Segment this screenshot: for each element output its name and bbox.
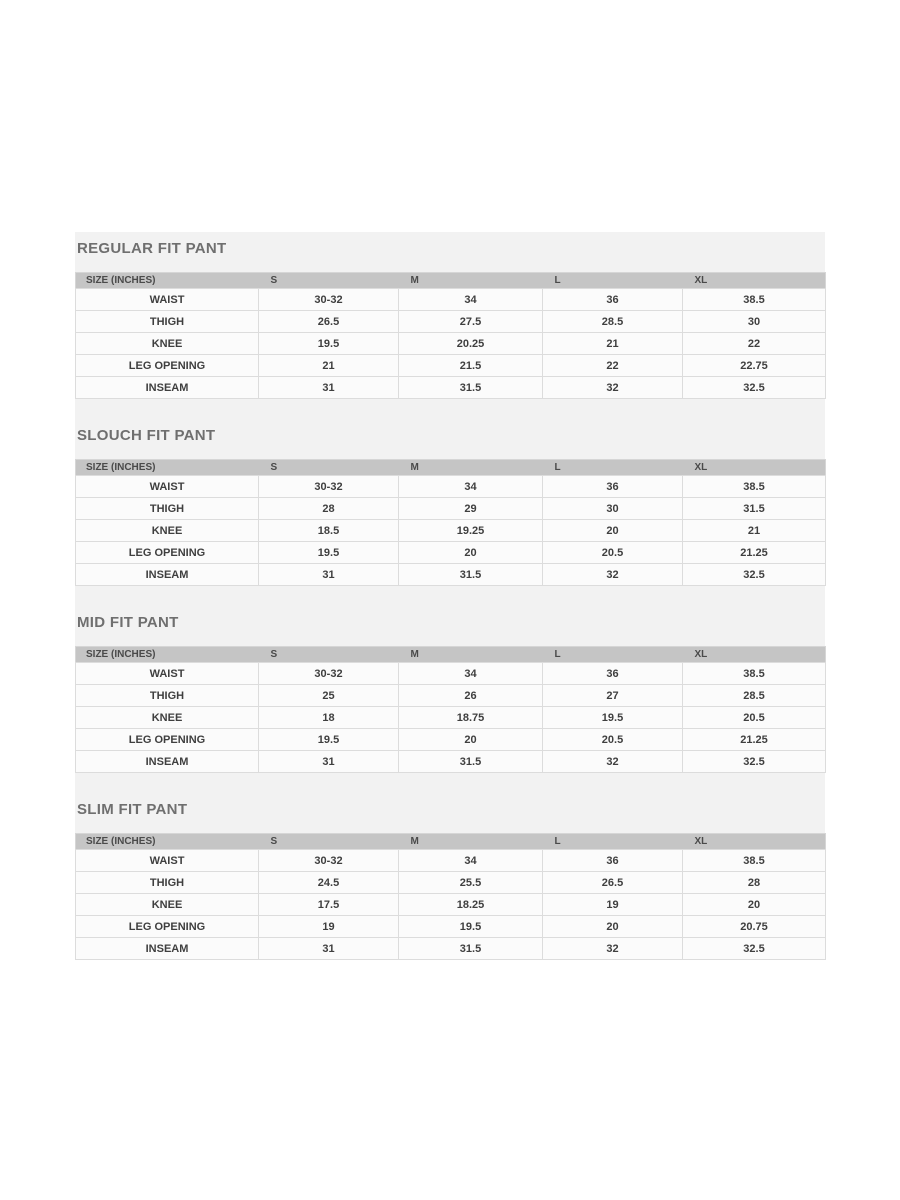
cell-value: 31.5 — [399, 564, 543, 586]
size-charts-panel — [75, 232, 825, 960]
cell-value: 20 — [683, 894, 826, 916]
cell-value: 22.75 — [683, 355, 826, 377]
cell-value: 30-32 — [259, 476, 399, 498]
cell-value: 31 — [259, 564, 399, 586]
cell-value: 22 — [543, 355, 683, 377]
cell-value: 20.5 — [683, 707, 826, 729]
row-label: LEG OPENING — [76, 916, 259, 938]
size-column-header: SIZE (INCHES) — [76, 647, 259, 663]
cell-value: 20.5 — [543, 542, 683, 564]
row-label: KNEE — [76, 333, 259, 355]
cell-value: 32 — [543, 377, 683, 399]
size-chart-title: MID FIT PANT — [77, 614, 179, 631]
row-label: INSEAM — [76, 377, 259, 399]
cell-value: 36 — [543, 476, 683, 498]
cell-value: 19.25 — [399, 520, 543, 542]
cell-value: 31 — [259, 377, 399, 399]
cell-value: 34 — [399, 850, 543, 872]
size-column-header-s: S — [259, 834, 399, 850]
table-row — [76, 663, 826, 685]
cell-value: 31.5 — [399, 751, 543, 773]
cell-value: 28 — [259, 498, 399, 520]
cell-value: 18.25 — [399, 894, 543, 916]
cell-value: 27 — [543, 685, 683, 707]
table-row — [76, 872, 826, 894]
cell-value: 36 — [543, 850, 683, 872]
cell-value: 20.5 — [543, 729, 683, 751]
row-label: INSEAM — [76, 564, 259, 586]
row-label: THIGH — [76, 498, 259, 520]
cell-value: 29 — [399, 498, 543, 520]
cell-value: 20 — [543, 520, 683, 542]
table-row — [76, 542, 826, 564]
row-label: THIGH — [76, 685, 259, 707]
cell-value: 32.5 — [683, 751, 826, 773]
table-row — [76, 850, 826, 872]
cell-value: 19.5 — [259, 542, 399, 564]
cell-value: 21.25 — [683, 542, 826, 564]
size-column-header-l: L — [543, 273, 683, 289]
cell-value: 25.5 — [399, 872, 543, 894]
row-label: WAIST — [76, 850, 259, 872]
row-label: KNEE — [76, 520, 259, 542]
row-label: THIGH — [76, 872, 259, 894]
size-column-header: SIZE (INCHES) — [76, 460, 259, 476]
table-row — [76, 311, 826, 333]
cell-value: 30 — [543, 498, 683, 520]
size-column-header-l: L — [543, 834, 683, 850]
cell-value: 26 — [399, 685, 543, 707]
table-row — [76, 707, 826, 729]
cell-value: 38.5 — [683, 289, 826, 311]
header-row — [76, 273, 826, 289]
cell-value: 34 — [399, 476, 543, 498]
size-column-header-s: S — [259, 273, 399, 289]
row-label: INSEAM — [76, 938, 259, 960]
size-chart-table — [75, 833, 826, 960]
cell-value: 28.5 — [543, 311, 683, 333]
table-row — [76, 916, 826, 938]
cell-value: 32.5 — [683, 938, 826, 960]
cell-value: 18 — [259, 707, 399, 729]
cell-value: 19 — [259, 916, 399, 938]
size-column-header-xl: XL — [683, 273, 826, 289]
cell-value: 31.5 — [399, 938, 543, 960]
cell-value: 26.5 — [543, 872, 683, 894]
table-row — [76, 564, 826, 586]
cell-value: 30-32 — [259, 663, 399, 685]
cell-value: 31 — [259, 938, 399, 960]
cell-value: 38.5 — [683, 850, 826, 872]
cell-value: 26.5 — [259, 311, 399, 333]
table-row — [76, 685, 826, 707]
cell-value: 21.5 — [399, 355, 543, 377]
cell-value: 38.5 — [683, 476, 826, 498]
cell-value: 27.5 — [399, 311, 543, 333]
size-column-header-xl: XL — [683, 647, 826, 663]
cell-value: 20 — [543, 916, 683, 938]
cell-value: 20 — [399, 542, 543, 564]
cell-value: 20.75 — [683, 916, 826, 938]
row-label: THIGH — [76, 311, 259, 333]
size-column-header: SIZE (INCHES) — [76, 273, 259, 289]
size-chart-section — [75, 615, 825, 773]
size-column-header-l: L — [543, 647, 683, 663]
cell-value: 18.5 — [259, 520, 399, 542]
cell-value: 30 — [683, 311, 826, 333]
size-chart-title: SLIM FIT PANT — [77, 801, 188, 818]
size-chart-table — [75, 272, 826, 399]
table-row — [76, 355, 826, 377]
cell-value: 31.5 — [683, 498, 826, 520]
cell-value: 18.75 — [399, 707, 543, 729]
size-column-header-m: M — [399, 460, 543, 476]
cell-value: 36 — [543, 289, 683, 311]
row-label: LEG OPENING — [76, 542, 259, 564]
cell-value: 17.5 — [259, 894, 399, 916]
header-row — [76, 460, 826, 476]
table-row — [76, 751, 826, 773]
cell-value: 36 — [543, 663, 683, 685]
cell-value: 24.5 — [259, 872, 399, 894]
row-label: LEG OPENING — [76, 729, 259, 751]
table-row — [76, 289, 826, 311]
size-chart-section — [75, 802, 825, 960]
table-row — [76, 938, 826, 960]
cell-value: 19.5 — [259, 333, 399, 355]
cell-value: 19.5 — [399, 916, 543, 938]
size-chart-table — [75, 459, 826, 586]
size-column-header-m: M — [399, 647, 543, 663]
cell-value: 21.25 — [683, 729, 826, 751]
cell-value: 30-32 — [259, 850, 399, 872]
row-label: WAIST — [76, 476, 259, 498]
size-column-header: SIZE (INCHES) — [76, 834, 259, 850]
cell-value: 32.5 — [683, 377, 826, 399]
size-chart-section — [75, 428, 825, 586]
cell-value: 32 — [543, 751, 683, 773]
cell-value: 32 — [543, 564, 683, 586]
cell-value: 31.5 — [399, 377, 543, 399]
cell-value: 31 — [259, 751, 399, 773]
cell-value: 32.5 — [683, 564, 826, 586]
table-row — [76, 476, 826, 498]
table-row — [76, 520, 826, 542]
size-column-header-s: S — [259, 460, 399, 476]
size-chart-title: REGULAR FIT PANT — [77, 240, 227, 257]
size-column-header-m: M — [399, 273, 543, 289]
table-row — [76, 498, 826, 520]
cell-value: 30-32 — [259, 289, 399, 311]
size-chart-section — [75, 241, 825, 399]
cell-value: 19.5 — [259, 729, 399, 751]
cell-value: 19 — [543, 894, 683, 916]
cell-value: 21 — [683, 520, 826, 542]
cell-value: 21 — [543, 333, 683, 355]
row-label: WAIST — [76, 289, 259, 311]
size-column-header-l: L — [543, 460, 683, 476]
table-row — [76, 377, 826, 399]
size-column-header-s: S — [259, 647, 399, 663]
cell-value: 28 — [683, 872, 826, 894]
cell-value: 34 — [399, 663, 543, 685]
row-label: KNEE — [76, 707, 259, 729]
cell-value: 32 — [543, 938, 683, 960]
cell-value: 38.5 — [683, 663, 826, 685]
cell-value: 19.5 — [543, 707, 683, 729]
row-label: WAIST — [76, 663, 259, 685]
size-chart-table — [75, 646, 826, 773]
cell-value: 22 — [683, 333, 826, 355]
size-column-header-xl: XL — [683, 460, 826, 476]
cell-value: 20 — [399, 729, 543, 751]
cell-value: 21 — [259, 355, 399, 377]
size-column-header-xl: XL — [683, 834, 826, 850]
row-label: LEG OPENING — [76, 355, 259, 377]
row-label: KNEE — [76, 894, 259, 916]
size-column-header-m: M — [399, 834, 543, 850]
table-row — [76, 729, 826, 751]
cell-value: 28.5 — [683, 685, 826, 707]
header-row — [76, 834, 826, 850]
table-row — [76, 894, 826, 916]
table-row — [76, 333, 826, 355]
size-chart-title: SLOUCH FIT PANT — [77, 427, 216, 444]
cell-value: 20.25 — [399, 333, 543, 355]
cell-value: 25 — [259, 685, 399, 707]
header-row — [76, 647, 826, 663]
row-label: INSEAM — [76, 751, 259, 773]
cell-value: 34 — [399, 289, 543, 311]
